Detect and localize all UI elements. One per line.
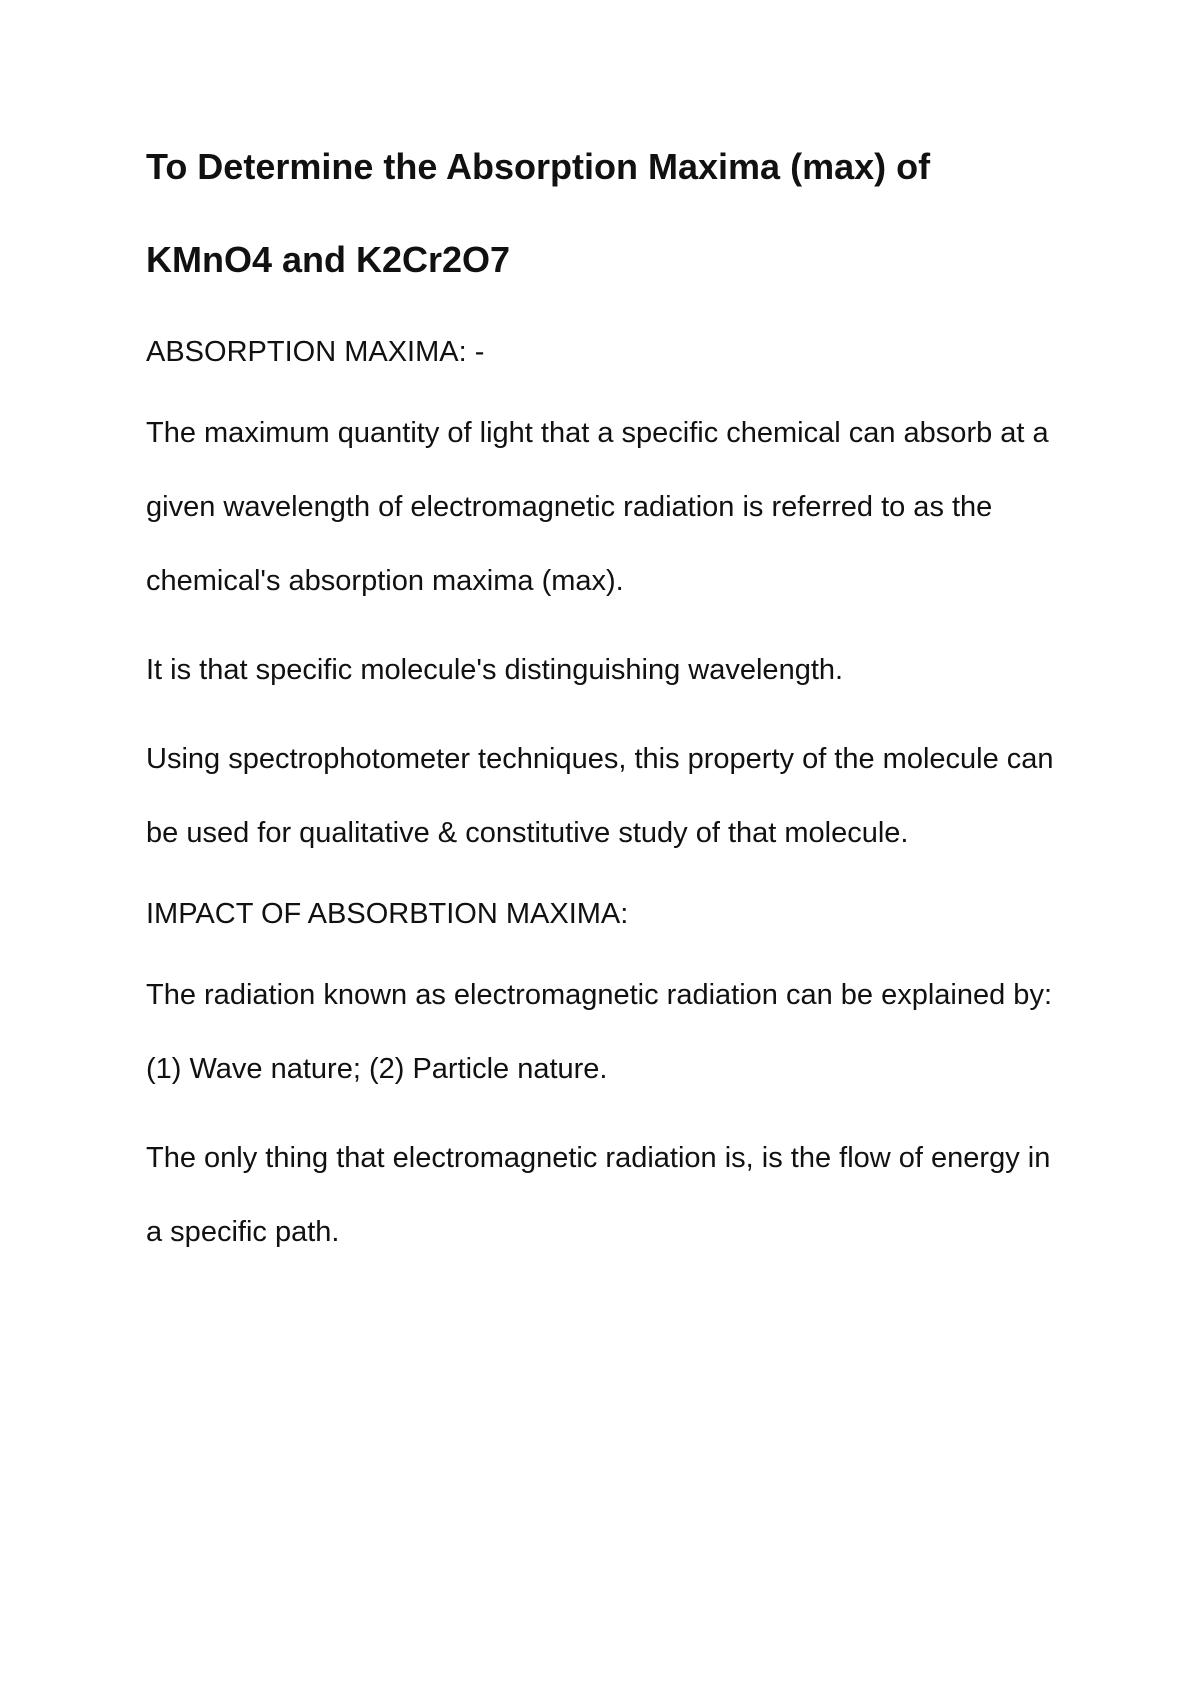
section-heading-impact: IMPACT OF ABSORBTION MAXIMA:: [146, 898, 629, 930]
paragraph-definition: The maximum quantity of light that a specific chemical can absorb at a given wavelength of electromagnetic radiation is referred to as the chemical's absorption maxima (max).: [146, 417, 1049, 597]
document-page: [146, 140, 1066, 1269]
paragraph-distinguishing-wavelength: It is that specific molecule's distinguishing wavelength.: [146, 654, 844, 686]
section-heading-absorption-maxima: ABSORPTION MAXIMA: -: [146, 336, 485, 368]
paragraph-radiation-nature: The radiation known as electromagnetic radiation can be explained by: (1) Wave nature; (2) Particle nature.: [146, 979, 1052, 1085]
document-title: To Determine the Absorption Maxima (max) of KMnO4 and K2Cr2O7: [146, 146, 931, 280]
paragraph-spectrophotometer: Using spectrophotometer techniques, this property of the molecule can be used for qualitative & constitutive study of that molecule.: [146, 743, 1054, 849]
paragraph-energy-flow: The only thing that electromagnetic radiation is, is the flow of energy in a specific path.: [146, 1142, 1051, 1248]
